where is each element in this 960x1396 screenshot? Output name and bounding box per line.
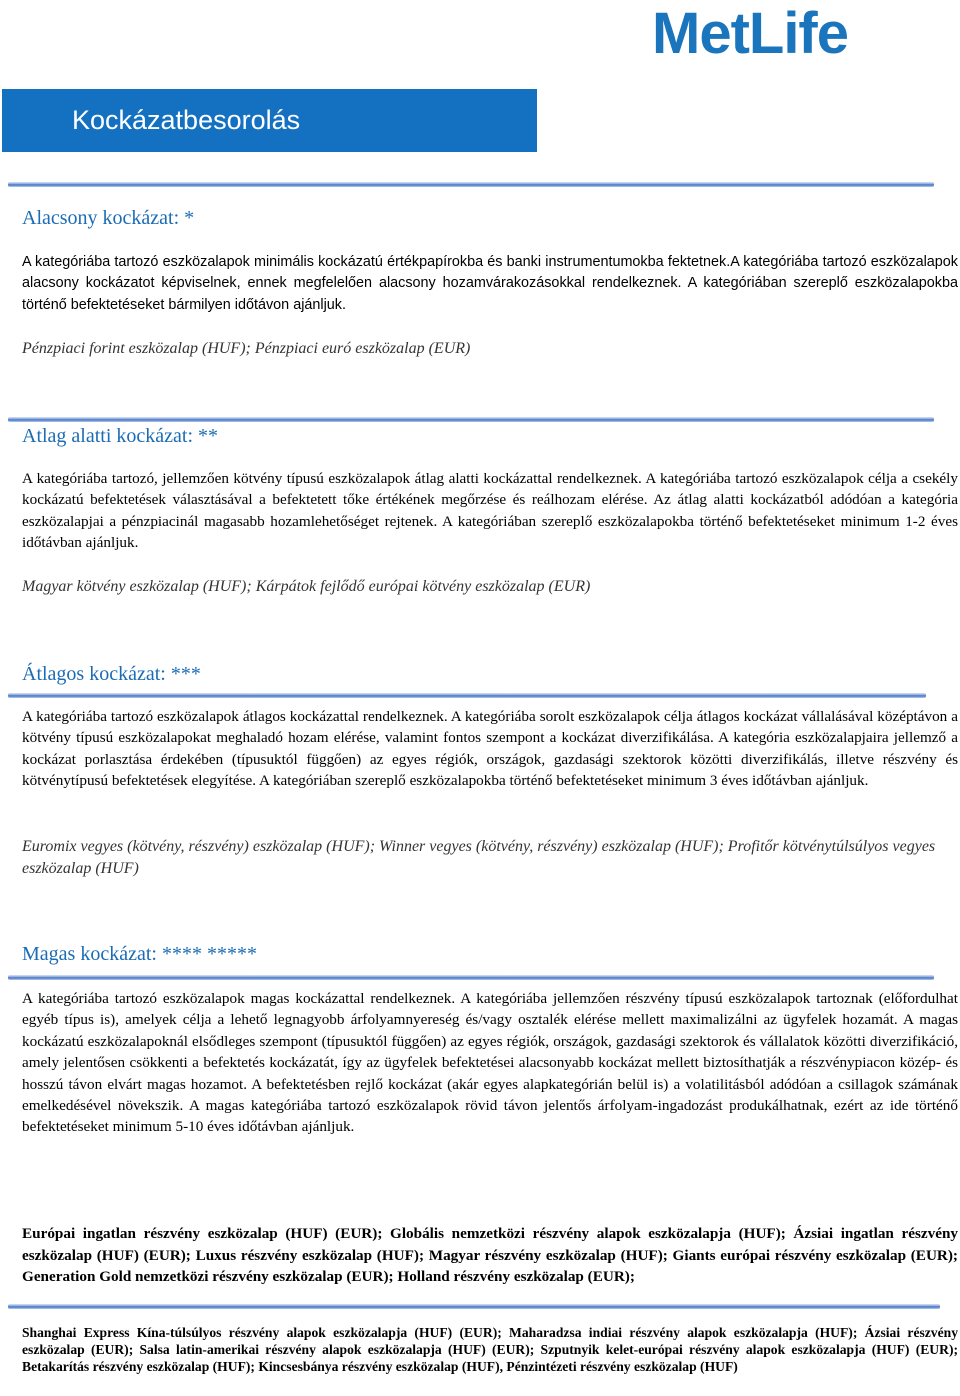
- page-title: Kockázatbesorolás: [72, 105, 301, 135]
- section-divider: [8, 693, 926, 698]
- fund-list-high-5-stars: Shanghai Express Kína-túlsúlyos részvény alapok eszközalapja (HUF) (EUR); Maharadzsa indiai részvény alapok eszközalapja (HUF); Ázsiai részvény eszközalap (EUR); Salsa latin-amerikai részvény alapok eszközalapja (HUF) (EUR); Szputnyik kelet-európai részvény alapok eszközalapja (HUF) (EUR); Betakarítás részvény eszközalap (HUF); Kincsesbánya részvény eszközalap (HUF), Pénzintézeti részvény eszközalap (HUF): [22, 1325, 958, 1375]
- section-divider: [8, 417, 934, 422]
- fund-list-average: Euromix vegyes (kötvény, részvény) eszközalap (HUF); Winner vegyes (kötvény, részvény) eszközalap (HUF); Profitőr kötvénytúlsúlyos vegyes eszközalap (HUF): [22, 838, 936, 877]
- section-divider: [8, 975, 934, 980]
- logo-text: MetLife: [652, 1, 848, 66]
- section-heading-below-average: Atlag alatti kockázat: **: [22, 425, 219, 447]
- section-heading-average: Átlagos kockázat: ***: [22, 663, 201, 685]
- title-banner: [2, 89, 537, 152]
- section-text-high: A kategóriába tartozó eszközalapok magas kockázattal rendelkeznek. A kategóriába jellemzően részvény típusú eszközalapok tartoznak (előfordulhat egyéb típus is), amelyek célja a lehető legnagyobb árfolyamnyereség és/vagy osztalék elérése mellett maximalizálni az ügyfelek hozamát. A magas kockázatú eszközalapoknál elsődleges szempont (típusuktól függően) az egyes régiók, országok, gazdasági szektorok és vállalatok közötti diverzifikáció, amely jelentősen csökkenti a befektetés kockázatát, így az ügyfelek befektetései alacsonyabb kockázat mellett biztosíthatják a részvénypiacon közép- és hosszú távon elvárt magas hozamot. A befektetésben rejlő kockázat (akár egyes alapkategórián belül is) a volatilitásból adódóan a csillagok számának emelkedésével növekszik. A magas kategóriába tartozó eszközalapok rövid távon jelentős árfolyam-ingadozást produkálhatnak, ezért az ide történő befektetéseket minimum 5-10 éves időtávban ajánljuk.: [22, 990, 958, 1136]
- section-text-average: A kategóriába tartozó eszközalapok átlagos kockázattal rendelkeznek. A kategóriába sorolt eszközalapok célja átlagos kockázat vállalásával középtávon a kötvény típusú eszközalapokat meghaladó hozam elérése, valamint fontos szempont a kockázat diverzifikálása. A kategória eszközalapjaira jellemző a kockázat porlasztása érdekében (típusuktól függően) az egyes régiók, országok, gazdasági szektorok közötti diverzifikálás, illetve részvény és kötvénytípusú befektetések elegyítése. A kategóriában szereplő eszközalapokba történő befektetéseket minimum 3 éves időtávban ajánljuk.: [22, 708, 958, 790]
- fund-list-below-average: Magyar kötvény eszközalap (HUF); Kárpátok fejlődő európai kötvény eszközalap (EUR): [22, 578, 591, 595]
- section-divider: [8, 182, 934, 187]
- section-heading-high: Magas kockázat: **** *****: [22, 943, 257, 965]
- section-divider: [8, 1304, 940, 1309]
- section-text-below-average: A kategóriába tartozó, jellemzően kötvény típusú eszközalapok átlag alatti kockázattal rendelkeznek. A kategóriába tartozó eszközalapok célja a csekély kockázatú befektetések választásával a befektetett tőke értékének megőrzése és reálhozam elérése. Az átlag alatti kockázatból adódóan a kategória eszközalapjai a pénzpiacinál magasabb hozamlehetőséget rejtenek. A kategóriában szereplő eszközalapokba történő befektetéseket minimum 1-2 éves időtávban ajánljuk.: [22, 470, 958, 552]
- metlife-logo: [652, 2, 942, 66]
- section-heading-low: Alacsony kockázat: *: [22, 207, 195, 229]
- fund-list-high-4-stars: Európai ingatlan részvény eszközalap (HUF) (EUR); Globális nemzetközi részvény alapok eszközalapja (HUF); Ázsiai ingatlan részvény eszközalap (HUF) (EUR); Luxus részvény eszközalap (HUF); Magyar részvény eszközalap (HUF); Giants európai részvény eszközalap (EUR); Generation Gold nemzetközi részvény eszközalap (EUR); Holland részvény eszközalap (EUR);: [22, 1225, 958, 1286]
- fund-list-low: Pénzpiaci forint eszközalap (HUF); Pénzpiaci euró eszközalap (EUR): [22, 340, 471, 357]
- section-text-low: A kategóriába tartozó eszközalapok minimális kockázatú értékpapírokba és banki instrumentumokba fektetnek.A kategóriába tartozó eszközalapok alacsony kockázatot képviselnek, ennek megfelelően alacsony hozamvárakozásokkal rendelkeznek. A kategóriában szereplő eszközalapokba történő befektetéseket bármilyen időtávon ajánljuk.: [22, 254, 958, 313]
